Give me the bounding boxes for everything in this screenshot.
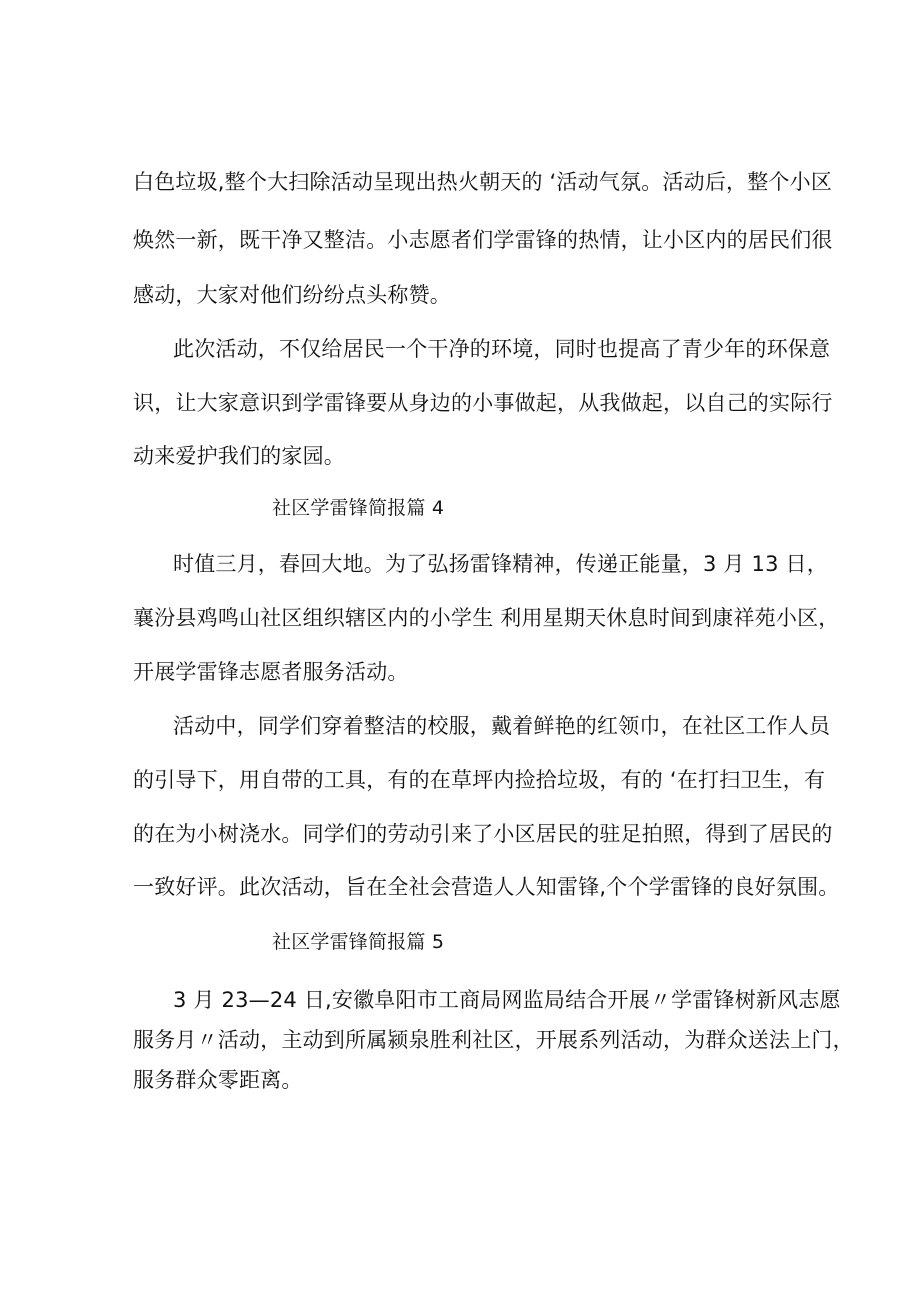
paragraph-1-line-1: 白色垃圾,整个大扫除活动呈现出热火朝天的 ‘活动气氛。活动后，整个小区: [133, 170, 833, 194]
paragraph-4-line-3: 的在为小树浇水。同学们的劳动引来了小区居民的驻足拍照，得到了居民的: [133, 822, 833, 846]
paragraph-2-line-2: 识，让大家意识到学雷锋要从身边的小事做起，从我做起，以自己的实际行: [133, 391, 833, 415]
paragraph-5-line-1: 3 月 23—24 日,安徽阜阳市工商局网监局结合开展〃学雷锋树新风志愿: [173, 988, 841, 1012]
paragraph-5-line-2: 服务月〃活动，主动到所属颍泉胜利社区，开展系列活动，为群众送法上门，: [133, 1028, 854, 1052]
paragraph-1-line-3: 感动，大家对他们纷纷点头称赞。: [133, 283, 451, 307]
paragraph-4-line-4: 一致好评。此次活动，旨在全社会营造人人知雷锋,个个学雷锋的良好氛围。: [133, 875, 840, 899]
paragraph-3-line-3: 开展学雷锋志愿者服务活动。: [133, 660, 409, 684]
section-heading-4: 社区学雷锋简报篇 4: [272, 497, 445, 519]
paragraph-3-line-2: 襄汾县鸡鸣山社区组织辖区内的小学生 利用星期天休息时间到康祥苑小区，: [133, 606, 840, 630]
paragraph-1-line-2: 焕然一新，既干净又整洁。小志愿者们学雷锋的热情，让小区内的居民们很: [133, 228, 833, 252]
paragraph-4-line-2: 的引导下，用自带的工具，有的在草坪内捡拾垃圾，有的 ‘在打扫卫生，有: [133, 768, 826, 792]
section-heading-5: 社区学雷锋简报篇 5: [272, 931, 445, 953]
paragraph-3-line-1: 时值三月，春回大地。为了弘扬雷锋精神，传递正能量，3 月 13 日，: [173, 552, 828, 576]
paragraph-2-line-3: 动来爱护我们的家园。: [133, 444, 345, 468]
paragraph-2-line-1: 此次活动，不仅给居民一个干净的环境，同时也提高了青少年的环保意: [173, 337, 831, 361]
paragraph-5-line-3: 服务群众零距离。: [133, 1068, 303, 1092]
paragraph-4-line-1: 活动中，同学们穿着整洁的校服，戴着鲜艳的红领巾，在社区工作人员: [173, 714, 831, 738]
